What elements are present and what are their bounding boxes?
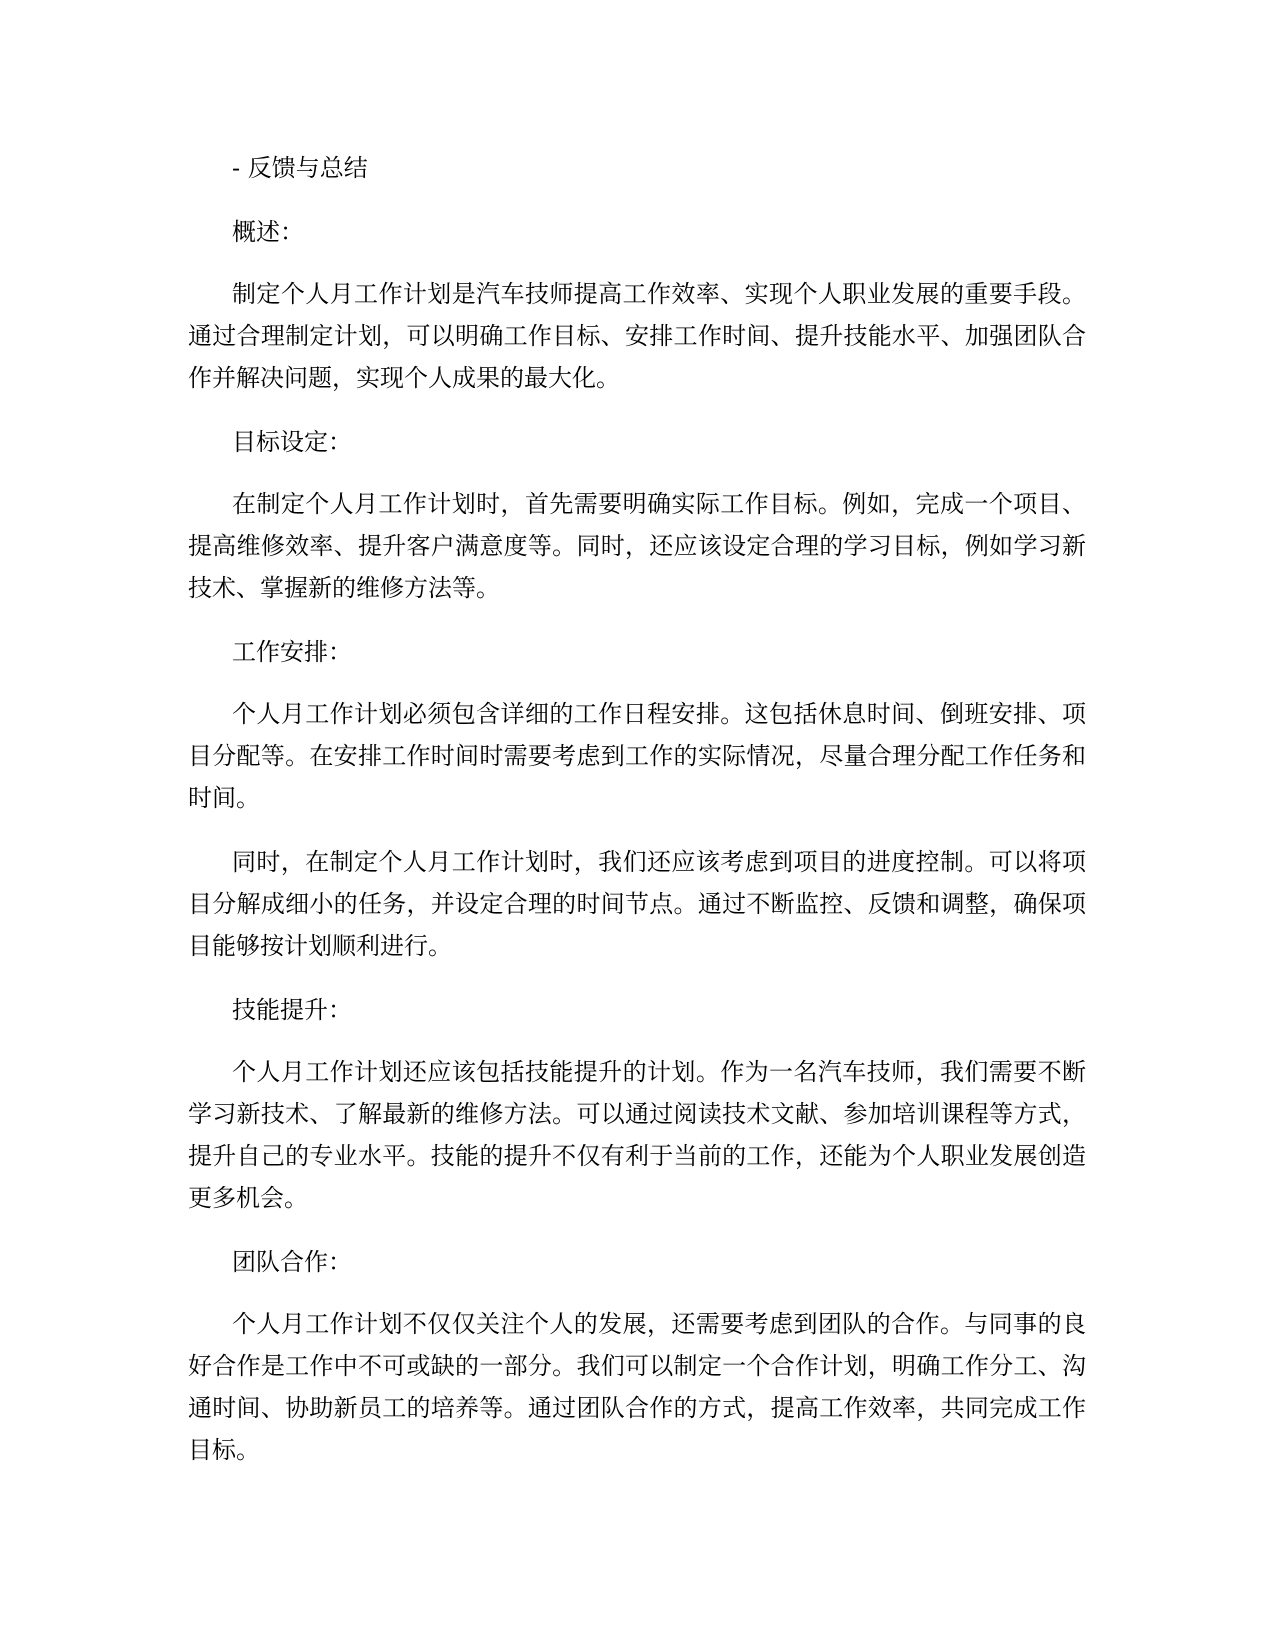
paragraph-overview: 制定个人月工作计划是汽车技师提高工作效率、实现个人职业发展的重要手段。通过合理制定计划，可以明确工作目标、安排工作时间、提升技能水平、加强团队合作并解决问题，实现个人成果的最大化。 xyxy=(188,280,1086,392)
bullet-feedback-summary: - 反馈与总结 xyxy=(232,154,368,182)
paragraph-skill-improvement: 个人月工作计划还应该包括技能提升的计划。作为一名汽车技师，我们需要不断学习新技术、了解最新的维修方法。可以通过阅读技术文献、参加培训课程等方式，提升自己的专业水平。技能的提升不仅有利于当前的工作，还能为个人职业发展创造更多机会。 xyxy=(188,1058,1086,1212)
paragraph-work-arrangement-2: 同时，在制定个人月工作计划时，我们还应该考虑到项目的进度控制。可以将项目分解成细小的任务，并设定合理的时间节点。通过不断监控、反馈和调整，确保项目能够按计划顺利进行。 xyxy=(188,848,1086,960)
heading-work-arrangement: 工作安排： xyxy=(232,638,352,666)
paragraph-goal-setting: 在制定个人月工作计划时，首先需要明确实际工作目标。例如，完成一个项目、提高维修效率、提升客户满意度等。同时，还应该设定合理的学习目标，例如学习新技术、掌握新的维修方法等。 xyxy=(188,490,1086,602)
paragraph-work-arrangement-1: 个人月工作计划必须包含详细的工作日程安排。这包括休息时间、倒班安排、项目分配等。在安排工作时间时需要考虑到工作的实际情况，尽量合理分配工作任务和时间。 xyxy=(188,700,1086,812)
heading-goal-setting: 目标设定： xyxy=(232,428,352,456)
heading-overview: 概述： xyxy=(232,218,304,246)
heading-teamwork: 团队合作： xyxy=(232,1248,352,1276)
paragraph-teamwork: 个人月工作计划不仅仅关注个人的发展，还需要考虑到团队的合作。与同事的良好合作是工作中不可或缺的一部分。我们可以制定一个合作计划，明确工作分工、沟通时间、协助新员工的培养等。通过团队合作的方式，提高工作效率，共同完成工作目标。 xyxy=(188,1310,1086,1464)
heading-skill-improvement: 技能提升： xyxy=(232,996,352,1024)
document-body xyxy=(188,147,1086,1493)
